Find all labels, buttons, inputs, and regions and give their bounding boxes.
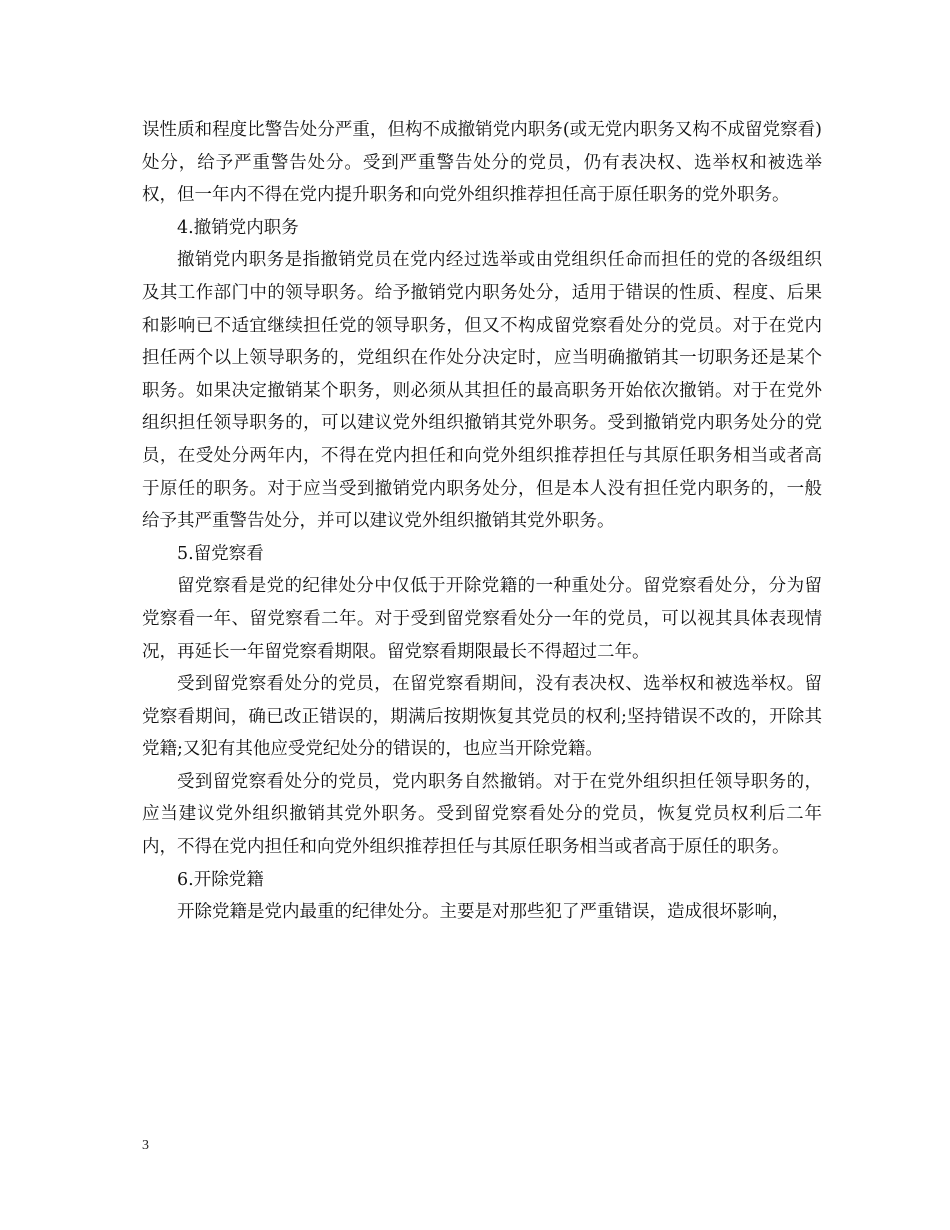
document-body: [142, 114, 822, 929]
page-number: 3: [142, 1138, 149, 1153]
paragraph-expulsion: 开除党籍是党内最重的纪律处分。主要是对那些犯了严重错误，造成很坏影响，: [177, 902, 790, 923]
section-heading-5: 5.留党察看: [177, 543, 264, 564]
paragraph-continuation: 误性质和程度比警告处分严重，但构不成撤销党内职务(或无党内职务又构不成留党察看)处分，给予严重警告处分。受到严重警告处分的党员，仍有表决权、选举权和被选举权，但一年内不得在党内提升职务和向党外组织推荐担任高于原任职务的党外职务。: [142, 120, 822, 206]
paragraph-revoke-duties: 撤销党内职务是指撤销党员在党内经过选举或由党组织任命而担任的党的各级组织及其工作部门中的领导职务。给予撤销党内职务处分，适用于错误的性质、程度、后果和影响已不适宜继续担任党的领导职务，但又不构成留党察看处分的党员。对于在党内担任两个以上领导职务的，党组织在作处分决定时，应当明确撤销其一切职务还是某个职务。如果决定撤销某个职务，则必须从其担任的最高职务开始依次撤销。对于在党外组织担任领导职务的，可以建议党外组织撤销其党外职务。受到撤销党内职务处分的党员，在受处分两年内，不得在党内担任和向党外组织推荐担任与其原任职务相当或者高于原任的职务。对于应当受到撤销党内职务处分，但是本人没有担任党内职务的，一般给予其严重警告处分，并可以建议党外组织撤销其党外职务。: [142, 250, 822, 532]
paragraph-probation-duties: 受到留党察看处分的党员，党内职务自然撤销。对于在党外组织担任领导职务的，应当建议党外组织撤销其党外职务。受到留党察看处分的党员，恢复党员权利后二年内，不得在党内担任和向党外组织推荐担任与其原任职务相当或者高于原任的职务。: [142, 771, 822, 858]
paragraph-probation-definition: 留党察看是党的纪律处分中仅低于开除党籍的一种重处分。留党察看处分，分为留党察看一年、留党察看二年。对于受到留党察看处分一年的党员，可以视其具体表现情况，再延长一年留党察看期限。留党察看期限最长不得超过二年。: [142, 576, 822, 662]
section-heading-4: 4.撤销党内职务: [177, 217, 299, 238]
section-heading-6: 6.开除党籍: [177, 869, 264, 890]
paragraph-probation-rights: 受到留党察看处分的党员，在留党察看期间，没有表决权、选举权和被选举权。留党察看期间，确已改正错误的，期满后按期恢复其党员的权利;坚持错误不改的，开除其党籍;又犯有其他应受党纪处分的错误的，也应当开除党籍。: [142, 674, 822, 760]
